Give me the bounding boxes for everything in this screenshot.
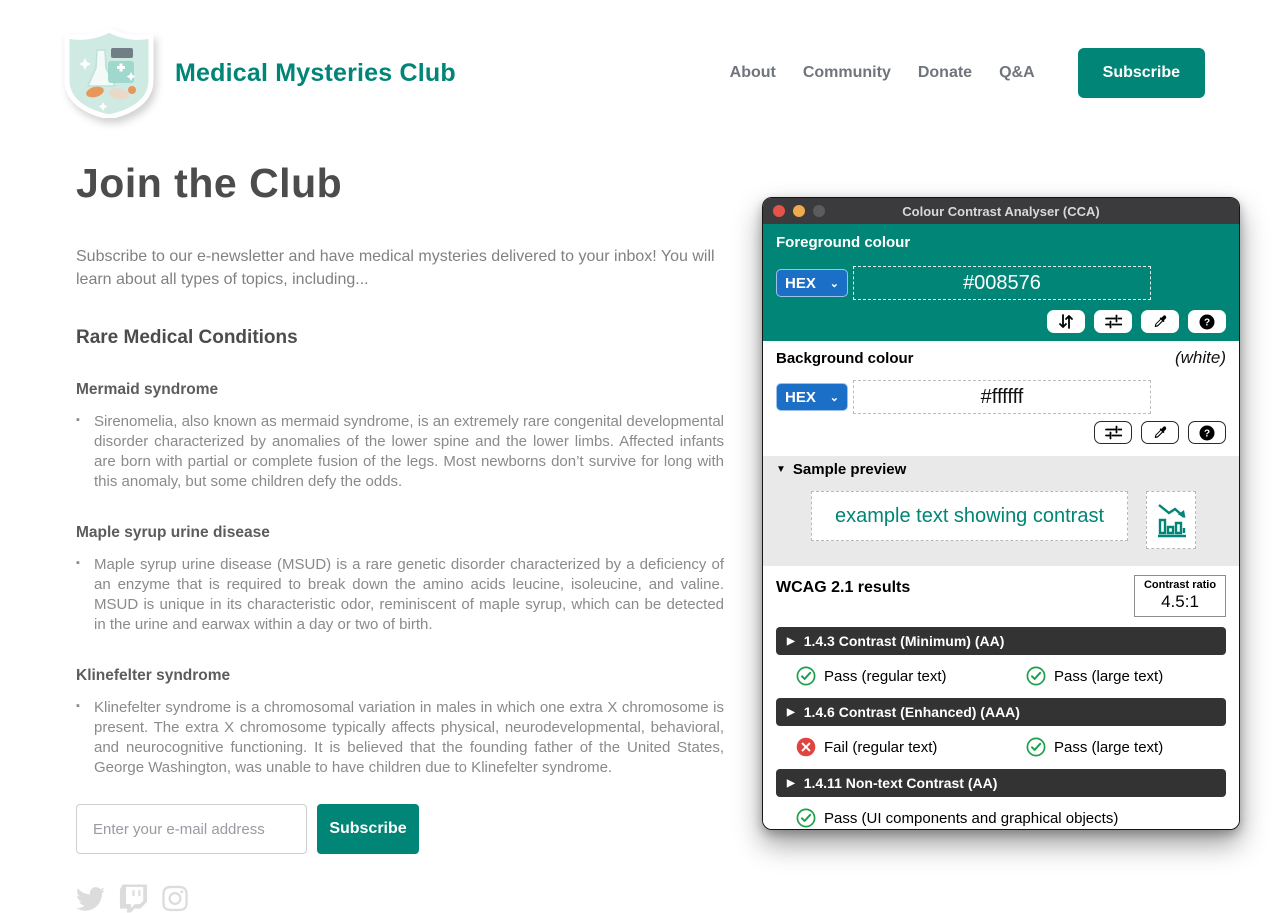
contrast-ratio-box bbox=[1134, 575, 1226, 617]
form-subscribe-button[interactable]: Subscribe bbox=[317, 804, 419, 854]
sample-text: example text showing contrast bbox=[834, 504, 1105, 527]
pass-check-icon bbox=[1026, 666, 1046, 686]
list-item bbox=[76, 698, 724, 778]
check-label: Pass (regular text) bbox=[824, 667, 947, 685]
cca-window-title: Colour Contrast Analyser (CCA) bbox=[902, 203, 1100, 219]
condition-heading-mermaid: Mermaid syndrome bbox=[76, 381, 219, 398]
check-label: Pass (large text) bbox=[1054, 738, 1164, 756]
section-heading: Rare Medical Conditions bbox=[76, 327, 298, 348]
sample-text-box bbox=[811, 491, 1128, 541]
background-help-button[interactable] bbox=[1188, 421, 1226, 444]
site-brand: Medical Mysteries Club bbox=[175, 58, 456, 87]
help-icon bbox=[1199, 425, 1215, 441]
intro-paragraph: Subscribe to our e-newsletter and have medical mysteries delivered to your inbox! You will learn about all types of topics, including... bbox=[76, 248, 715, 288]
nav-about[interactable]: About bbox=[729, 64, 776, 81]
email-input[interactable] bbox=[76, 804, 307, 854]
contrast-graph-button[interactable] bbox=[1146, 491, 1196, 549]
bar-chart-trend-icon bbox=[1153, 500, 1189, 540]
condition-text-msud: ▪ Maple syrup urine disease (MSUD) is a rare genetic disorder characterized by a deficiency of an enzyme that is required to break down the amino acids leucine, isoleucine, and valine. MSUD is unique in its characteristic odor, reminiscent of maple syrup, which can be detected in the urine and earwax within a day or two of birth. bbox=[94, 556, 724, 633]
check-146-regular bbox=[796, 737, 1026, 757]
subscribe-form bbox=[76, 804, 724, 854]
chevron-down-icon: ⌄ bbox=[829, 391, 839, 404]
background-colour-section bbox=[763, 341, 1239, 456]
rule-143-bar[interactable] bbox=[776, 627, 1226, 655]
rule-143-title: 1.4.3 Contrast (Minimum) (AA) bbox=[803, 633, 1005, 649]
foreground-hex-input[interactable] bbox=[853, 266, 1151, 300]
check-143-large bbox=[1026, 666, 1163, 686]
rule-146-title: 1.4.6 Contrast (Enhanced) (AAA) bbox=[803, 704, 1020, 720]
check-label: Pass (UI components and graphical objects) bbox=[824, 809, 1119, 827]
svg-text:?: ? bbox=[1203, 317, 1211, 328]
main-nav bbox=[730, 48, 1205, 98]
sliders-icon bbox=[1105, 314, 1122, 329]
check-label: Pass (large text) bbox=[1054, 667, 1164, 685]
check-146-large bbox=[1026, 737, 1163, 757]
expand-triangle-icon: ▶ bbox=[787, 635, 795, 647]
rule-1411-title: 1.4.11 Non-text Contrast (AA) bbox=[803, 775, 998, 791]
condition-heading-klinefelter: Klinefelter syndrome bbox=[76, 667, 231, 684]
expand-triangle-icon: ▶ bbox=[787, 777, 795, 789]
condition-text-klinefelter: ▪ Klinefelter syndrome is a chromosomal variation in males in which one extra X chromosome is present. The extra X chromosome typically affects physical, neurodevelopmental, behavioral, and neurocognitive functioning. It is believed that the founding father of the United States, George Washington, was unable to have children due to Klinefelter syndrome. bbox=[94, 699, 724, 776]
background-colour-name: (white) bbox=[1174, 348, 1226, 367]
contrast-ratio-label: Contrast ratio bbox=[1143, 579, 1217, 591]
sliders-icon bbox=[1105, 425, 1122, 440]
sample-preview-label: Sample preview bbox=[792, 461, 907, 478]
wcag-results-heading: WCAG 2.1 results bbox=[776, 579, 911, 596]
swap-arrows-icon bbox=[1058, 314, 1074, 329]
pass-check-icon bbox=[1026, 737, 1046, 757]
foreground-label: Foreground colour bbox=[776, 234, 911, 251]
help-icon bbox=[1199, 314, 1215, 330]
condition-text-mermaid: ▪ Sirenomelia, also known as mermaid syndrome, is an extremely rare congenital developmental disorder characterized by anomalies of the lower spine and the lower limbs. Affected infants are born with partial or complete fusion of the legs. Most newborns don’t survive for long with this anomaly, but some children defy the odds. bbox=[94, 413, 724, 490]
swap-colours-button[interactable] bbox=[1047, 310, 1085, 333]
background-sliders-button[interactable] bbox=[1094, 421, 1132, 444]
list-item bbox=[76, 555, 724, 635]
pass-check-icon bbox=[796, 666, 816, 686]
foreground-format-select[interactable] bbox=[776, 269, 848, 297]
pass-check-icon bbox=[796, 808, 816, 828]
cca-titlebar[interactable] bbox=[763, 198, 1239, 224]
foreground-format-value: HEX bbox=[785, 274, 816, 292]
club-logo-icon bbox=[63, 28, 155, 118]
sample-preview-section bbox=[763, 456, 1239, 566]
background-eyedropper-button[interactable] bbox=[1141, 421, 1179, 444]
rule-146-bar[interactable] bbox=[776, 698, 1226, 726]
foreground-eyedropper-button[interactable] bbox=[1141, 310, 1179, 333]
cca-window bbox=[762, 197, 1240, 830]
twitter-icon[interactable] bbox=[76, 887, 105, 911]
foreground-colour-section bbox=[763, 224, 1239, 341]
background-format-select[interactable] bbox=[776, 383, 848, 411]
contrast-ratio-value: 4.5:1 bbox=[1161, 592, 1199, 611]
check-143-regular bbox=[796, 666, 1026, 686]
expand-triangle-icon: ▶ bbox=[787, 706, 795, 718]
foreground-help-button[interactable] bbox=[1188, 310, 1226, 333]
list-item bbox=[76, 412, 724, 492]
page-title: Join the Club bbox=[76, 160, 343, 206]
check-label: Fail (regular text) bbox=[824, 738, 938, 756]
background-hex-input[interactable] bbox=[853, 380, 1151, 414]
site-header bbox=[0, 0, 1275, 118]
nav-qa[interactable]: Q&A bbox=[999, 64, 1035, 81]
foreground-sliders-button[interactable] bbox=[1094, 310, 1132, 333]
fail-cross-icon bbox=[796, 737, 816, 757]
eyedropper-icon bbox=[1153, 314, 1168, 329]
condition-heading-msud: Maple syrup urine disease bbox=[76, 524, 270, 541]
eyedropper-icon bbox=[1153, 425, 1168, 440]
background-label: Background colour bbox=[776, 350, 914, 367]
sample-preview-toggle[interactable] bbox=[776, 461, 1226, 478]
background-format-value: HEX bbox=[785, 388, 816, 406]
wcag-results-section bbox=[763, 566, 1239, 830]
svg-text:?: ? bbox=[1203, 428, 1211, 439]
nav-donate[interactable]: Donate bbox=[917, 64, 973, 81]
check-1411-ui bbox=[796, 808, 1118, 828]
rule-1411-bar[interactable] bbox=[776, 769, 1226, 797]
chevron-down-icon: ⌄ bbox=[829, 277, 839, 290]
header-subscribe-button[interactable]: Subscribe bbox=[1078, 48, 1205, 98]
nav-community[interactable]: Community bbox=[802, 64, 891, 81]
main-content bbox=[76, 160, 724, 913]
collapse-triangle-icon: ▼ bbox=[776, 464, 786, 475]
